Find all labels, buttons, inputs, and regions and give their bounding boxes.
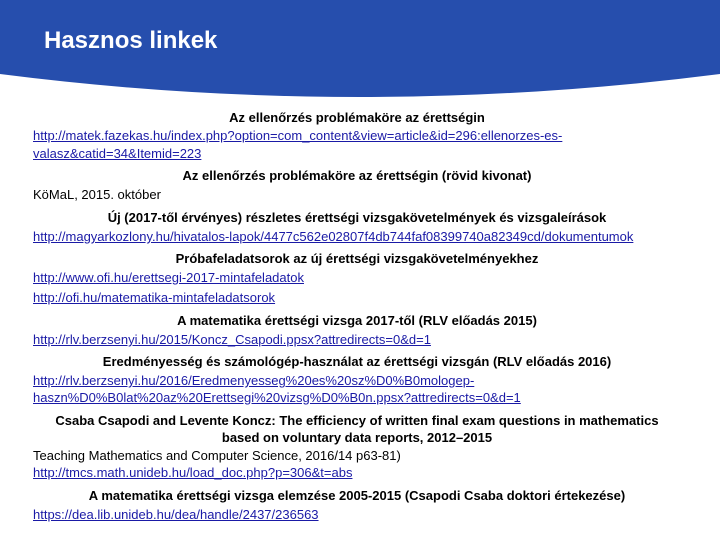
link-tmcs[interactable]: http://tmcs.math.unideb.hu/load_doc.php?p=306&t=abs [33,465,353,480]
komal-text: KöMaL, 2015. október [33,187,161,202]
page-title: Hasznos linkek [44,27,218,54]
link-dea[interactable]: https://dea.lib.unideb.hu/dea/handle/2437/236563 [33,507,319,522]
link-magyarkozlony[interactable]: http://magyarkozlony.hu/hivatalos-lapok/4477c562e02807f4db744faf08399740a82349cd/dokumentumok [33,229,634,244]
heading-ellenorzes: Az ellenőrzés problémaköre az érettségin [229,110,485,125]
link-fazekas-cont[interactable]: valasz&catid=34&Itemid=223 [33,146,202,161]
heading-vizsgakovetelmenyek: Új (2017-től érvényes) részletes érettségi vizsgakövetelmények és vizsgaleírások [107,210,607,225]
link-rlv-2016[interactable]: http://rlv.berzsenyi.hu/2016/Eredmenyesseg%20es%20sz%D0%B0mologep- [33,373,475,388]
link-rlv-2015[interactable]: http://rlv.berzsenyi.hu/2015/Koncz_Csapodi.ppsx?attredirects=0&d=1 [33,332,431,347]
heading-efficiency-cont: based on voluntary data reports, 2012–2015 [221,430,493,445]
link-rlv-2016-cont[interactable]: haszn%D0%B0lat%20az%20Erettsegi%20vizsg%D0%B0n.ppsx?attredirects=0&d=1 [33,390,521,405]
tmcs-text: Teaching Mathematics and Computer Science, 2016/14 p63-81) [33,448,401,463]
link-fazekas[interactable]: http://matek.fazekas.hu/index.php?option=com_content&view=article&id=296:ellenorzes-es- [33,128,563,143]
heading-efficiency: Csaba Csapodi and Levente Koncz: The efficiency of written final exam questions in mathematics [55,413,659,428]
heading-doktori: A matematika érettségi vizsga elemzése 2005-2015 (Csapodi Csaba doktori értekezése) [88,488,626,503]
heading-rlv-2015: A matematika érettségi vizsga 2017-től (RLV előadás 2015) [177,313,537,328]
heading-kivonat: Az ellenőrzés problémaköre az érettségin (rövid kivonat) [182,168,532,183]
heading-rlv-2016: Eredményesség és számológép-használat az érettségi vizsgán (RLV előadás 2016) [102,354,612,369]
link-ofi-mintafeladatok[interactable]: http://www.ofi.hu/erettsegi-2017-mintafeladatok [33,270,304,285]
link-ofi-matematika[interactable]: http://ofi.hu/matematika-mintafeladatsorok [33,290,276,305]
heading-probafeladatsorok: Próbafeladatsorok az új érettségi vizsgakövetelményekhez [175,251,539,266]
